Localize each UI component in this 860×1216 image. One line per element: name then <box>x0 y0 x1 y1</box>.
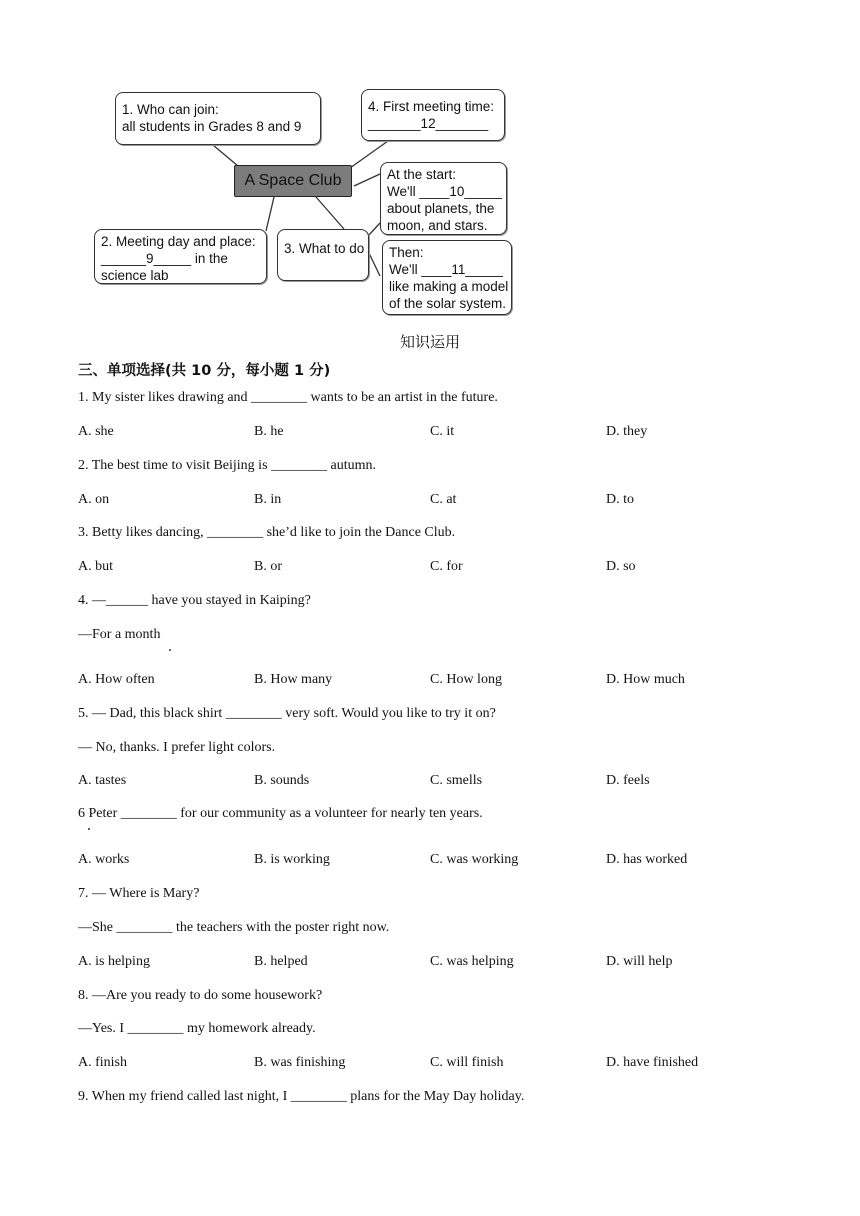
q7-option-a[interactable]: A. is helping <box>78 954 150 969</box>
mind-map-diagram <box>88 86 518 322</box>
stray-dot <box>169 649 171 651</box>
mindmap-text: science lab <box>101 268 169 283</box>
q5-option-d[interactable]: D. feels <box>606 773 650 788</box>
q2-option-c[interactable]: C. at <box>430 492 457 507</box>
at-the-start-box <box>380 162 507 235</box>
question-7-text: 7. — Where is Mary? <box>78 886 200 901</box>
question-2-text: 2. The best time to visit Beijing is ________ autumn. <box>78 458 377 473</box>
q6-option-a[interactable]: A. works <box>78 852 130 867</box>
q3-option-a[interactable]: A. but <box>78 559 113 574</box>
question-8-text: 8. —Are you ready to do some housework? <box>78 988 323 1003</box>
q5-option-b[interactable]: B. sounds <box>254 773 310 788</box>
q6-option-d[interactable]: D. has worked <box>606 852 688 867</box>
question-6-text: 6 Peter ________ for our community as a volunteer for nearly ten years. <box>78 806 483 821</box>
mindmap-text: all students in Grades 8 and 9 <box>122 119 302 134</box>
q3-option-c[interactable]: C. for <box>430 559 463 574</box>
mindmap-text: like making a model <box>389 279 509 294</box>
mindmap-text: 4. First meeting time: <box>368 99 495 114</box>
q5-option-a[interactable]: A. tastes <box>78 773 127 788</box>
q2-option-d[interactable]: D. to <box>606 492 634 507</box>
first-meeting-time-box <box>361 89 505 141</box>
q3-option-d[interactable]: D. so <box>606 559 636 574</box>
q1-option-d[interactable]: D. they <box>606 424 648 439</box>
q6-option-b[interactable]: B. is working <box>254 852 330 867</box>
question-5-text: 5. — Dad, this black shirt ________ very soft. Would you like to try it on? <box>78 706 496 721</box>
q5-option-c[interactable]: C. smells <box>430 773 483 788</box>
q1-option-a[interactable]: A. she <box>78 424 114 439</box>
question-1-text: 1. My sister likes drawing and ________ wants to be an artist in the future. <box>78 390 498 405</box>
q6-option-c[interactable]: C. was working <box>430 852 519 867</box>
question-7-reply-line: —She ________ the teachers with the poster right now. <box>78 920 390 935</box>
mindmap-text: of the solar system. <box>389 296 507 311</box>
mindmap-text: moon, and stars. <box>387 218 488 233</box>
q7-option-d[interactable]: D. will help <box>606 954 673 969</box>
mindmap-text: Then: <box>389 245 424 260</box>
question-8-reply-line: —Yes. I ________ my homework already. <box>78 1021 316 1036</box>
q4-option-b[interactable]: B. How many <box>254 672 333 687</box>
mindmap-text: 2. Meeting day and place: <box>101 234 256 249</box>
meeting-day-place-box <box>94 229 267 284</box>
center-label: A Space Club <box>244 172 342 189</box>
mindmap-text: 3. What to do <box>284 241 365 256</box>
mindmap-text: We'll ____11_____ <box>389 262 503 277</box>
q8-option-c[interactable]: C. will finish <box>430 1055 504 1070</box>
q8-option-b[interactable]: B. was finishing <box>254 1055 346 1070</box>
q7-option-c[interactable]: C. was helping <box>430 954 514 969</box>
mindmap-text: At the start: <box>387 167 457 182</box>
q7-option-b[interactable]: B. helped <box>254 954 308 969</box>
mindmap-text: 1. Who can join: <box>122 102 219 117</box>
mindmap-text: We'll ____10_____ <box>387 184 502 199</box>
section-heading: 知识运用 <box>399 333 460 351</box>
question-4-answer-line: —For a month <box>78 627 161 642</box>
q4-option-d[interactable]: D. How much <box>606 672 685 687</box>
stray-dot <box>88 828 90 830</box>
question-9-text: 9. When my friend called last night, I ________ plans for the May Day holiday. <box>78 1089 525 1104</box>
q1-option-b[interactable]: B. he <box>254 424 284 439</box>
q3-option-b[interactable]: B. or <box>254 559 282 574</box>
mindmap-text: _______12_______ <box>368 116 489 131</box>
q1-option-c[interactable]: C. it <box>430 424 455 439</box>
then-box <box>382 240 512 315</box>
question-5-reply-line: — No, thanks. I prefer light colors. <box>78 740 276 755</box>
what-to-do-box <box>277 229 369 281</box>
question-3-text: 3. Betty likes dancing, ________ she’d like to join the Dance Club. <box>78 525 456 540</box>
q8-option-a[interactable]: A. finish <box>78 1055 127 1070</box>
q4-option-a[interactable]: A. How often <box>78 672 155 687</box>
mindmap-text: ______9_____ in the <box>101 251 228 266</box>
who-can-join-box <box>115 92 321 145</box>
question-4-text: 4. —______ have you stayed in Kaiping? <box>78 593 311 608</box>
q4-option-c[interactable]: C. How long <box>430 672 502 687</box>
q8-option-d[interactable]: D. have finished <box>606 1055 699 1070</box>
q2-option-a[interactable]: A. on <box>78 492 110 507</box>
section-title: 三、单项选择(共 10 分，每小题 1 分) <box>78 363 331 379</box>
q2-option-b[interactable]: B. in <box>254 492 282 507</box>
mindmap-text: about planets, the <box>387 201 495 216</box>
space-club-center-node <box>234 165 352 197</box>
